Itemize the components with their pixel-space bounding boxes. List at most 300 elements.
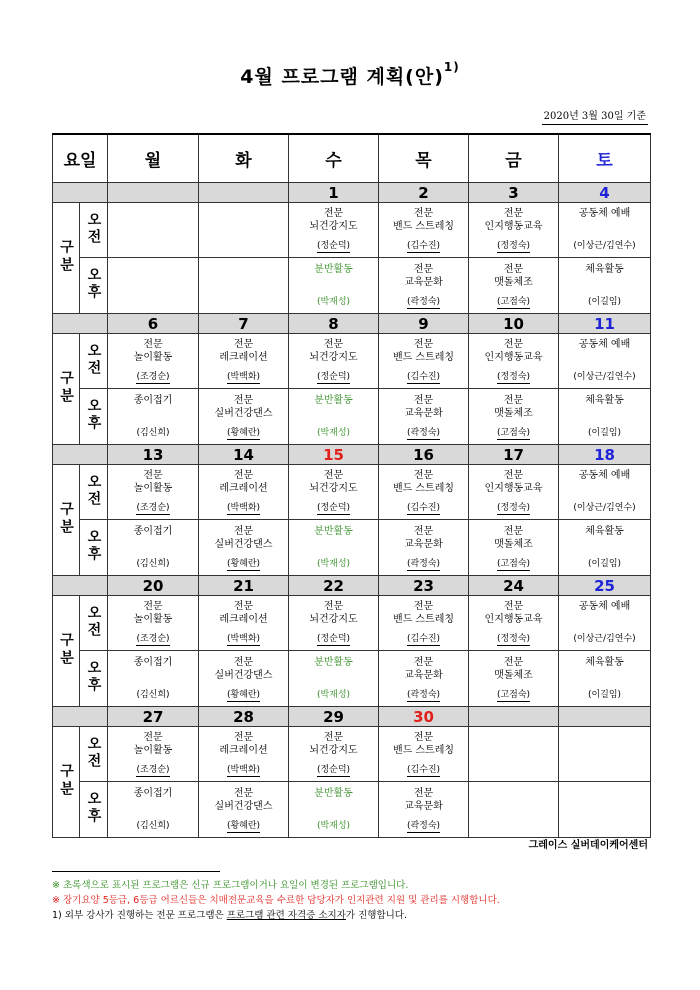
weekday-corner: 요일: [53, 134, 108, 183]
program-entry: [559, 653, 650, 705]
program-cell: [379, 651, 469, 707]
am-label-cell: [80, 203, 108, 258]
program-cell: [108, 782, 199, 838]
date-cell: [469, 707, 559, 727]
date-cell: 3: [469, 183, 559, 203]
weekday-tue: 화: [199, 134, 289, 183]
program-entry: [289, 260, 378, 312]
program-line: 전문: [413, 732, 434, 743]
program-cell: [289, 389, 379, 445]
program-name: [393, 338, 454, 364]
instructor-name: (곽정숙): [406, 820, 441, 831]
date-row-spacer: [53, 314, 108, 334]
date-cell: 1: [289, 183, 379, 203]
date-cell: 24: [469, 576, 559, 596]
program-cell: [199, 651, 289, 707]
program-entry: [108, 728, 198, 780]
group-cell: [53, 727, 80, 838]
program-line: 맷돌체조: [494, 669, 533, 681]
program-line: 전문: [503, 601, 524, 612]
program-entry: [559, 466, 650, 518]
program-cell: [559, 334, 651, 389]
date-row-spacer: [53, 576, 108, 596]
program-line: 전문: [413, 208, 434, 219]
program-name: [219, 731, 267, 757]
program-name: [404, 394, 443, 420]
program-entry: [108, 597, 198, 649]
date-cell: 27: [108, 707, 199, 727]
date-row: [53, 707, 651, 727]
program-cell: [469, 465, 559, 520]
program-name: [215, 787, 273, 813]
program-cell: [199, 465, 289, 520]
program-name: [404, 656, 443, 682]
session-row-am: [53, 465, 651, 520]
program-line: 전문: [143, 732, 163, 743]
program-cell: [289, 727, 379, 782]
pm-label-cell: [80, 258, 108, 314]
instructor-name: (정순덕): [316, 765, 351, 775]
am-label: 오전: [85, 342, 102, 377]
instructor-name: (황혜란): [226, 427, 261, 438]
program-line: 전문: [503, 263, 524, 275]
program-cell: [199, 596, 289, 651]
instructor-name: (곽정숙): [406, 558, 441, 569]
date-cell: 21: [199, 576, 289, 596]
program-cell: [199, 258, 289, 314]
program-entry: [379, 260, 468, 312]
date-cell: 14: [199, 445, 289, 465]
note-green-programs: ※ 초록색으로 표시된 프로그램은 신규 프로그램이거나 요일이 변경된 프로그램입니다.: [52, 880, 409, 891]
am-label-cell: [80, 334, 108, 389]
weekday-sat: 토: [559, 134, 651, 183]
program-line: 전문: [413, 394, 434, 406]
program-entry: [379, 728, 468, 780]
weekday-header-row: [53, 134, 651, 183]
date-cell: 15: [289, 445, 379, 465]
program-line: 분반활동: [314, 656, 353, 668]
program-line: 전문: [233, 339, 254, 350]
program-cell: [108, 465, 199, 520]
date-cell: 25: [559, 576, 651, 596]
program-name: [215, 394, 273, 420]
date-row: [53, 576, 651, 596]
program-name: [309, 207, 357, 233]
group-cell: [53, 465, 80, 576]
program-name: [219, 338, 267, 364]
program-line: 분반활동: [314, 787, 353, 799]
program-entry: [199, 653, 288, 705]
program-name: [134, 338, 173, 364]
date-cell: 7: [199, 314, 289, 334]
date-row: [53, 183, 651, 203]
program-entry: [559, 597, 650, 649]
program-line: 전문: [503, 470, 524, 481]
instructor-name: (김수진): [406, 372, 441, 382]
program-cell: [108, 389, 199, 445]
instructor-name: (박재성): [316, 689, 351, 700]
program-line: 체육활동: [585, 656, 624, 668]
program-line: 맷돌체조: [494, 538, 533, 550]
program-name: [485, 338, 543, 364]
group-cell: [53, 203, 80, 314]
instructor-name: (황혜란): [226, 689, 261, 700]
program-line: 전문: [233, 787, 254, 799]
program-name: [314, 394, 353, 407]
instructor-name: (박백화): [226, 503, 261, 513]
program-cell: [559, 727, 651, 782]
am-label: 오전: [85, 473, 102, 508]
program-name: [494, 525, 533, 551]
instructor-name: (고점숙): [496, 689, 531, 700]
pm-label: 오후: [85, 791, 102, 825]
program-name: [585, 525, 624, 538]
date-cell: 16: [379, 445, 469, 465]
program-line: 전문: [503, 394, 524, 406]
am-label-cell: [80, 465, 108, 520]
program-line: 교육문화: [404, 669, 443, 681]
group-cell: [53, 334, 80, 445]
program-line: 종이접기: [133, 787, 173, 799]
program-entry: [108, 784, 198, 836]
program-line: 인지행동교육: [484, 352, 543, 363]
program-cell: [289, 596, 379, 651]
instructor-name: (조경순): [136, 634, 170, 644]
instructor-name: (김신희): [136, 820, 170, 831]
program-entry: [379, 653, 468, 705]
instructor-name: (김수진): [406, 765, 441, 775]
date-cell: 6: [108, 314, 199, 334]
group-label: 구분: [58, 238, 74, 275]
program-name: [134, 525, 173, 538]
program-entry: [199, 466, 288, 518]
program-line: 교육문화: [404, 538, 443, 550]
program-line: 전문: [143, 470, 163, 481]
note-external-instructors: [52, 908, 652, 923]
program-entry: [289, 335, 378, 387]
pm-label: 오후: [85, 660, 102, 694]
program-entry: [289, 784, 378, 836]
program-line: 뇌건강지도: [309, 745, 358, 756]
group-cell: [53, 596, 80, 707]
date-row: [53, 314, 651, 334]
date-row-spacer: [53, 445, 108, 465]
program-name: [393, 731, 454, 757]
program-entry: [199, 597, 288, 649]
program-line: 밴드 스트레칭: [392, 483, 455, 494]
program-line: 전문: [413, 470, 434, 481]
program-line: 전문: [143, 339, 163, 350]
organization-name: 그레이스 실버데이케어센터: [528, 840, 648, 851]
instructor-name: (박재성): [316, 427, 351, 438]
program-cell: [469, 258, 559, 314]
instructor-name: (김신희): [136, 427, 170, 438]
program-line: 밴드 스트레칭: [392, 745, 455, 756]
note-dementia-care: ※ 장기요양 5등급, 6등급 어르신들은 치매전문교육을 수료한 담당자가 인지관련 지원 및 관리를 시행합니다.: [52, 895, 500, 906]
date-cell: [108, 183, 199, 203]
date-cell: 30: [379, 707, 469, 727]
program-name: [585, 394, 624, 407]
note3-part-b: 프로그램 관련 자격증 소지자: [226, 910, 346, 921]
instructor-name: (정정숙): [496, 503, 531, 513]
program-cell: [559, 596, 651, 651]
date-row-spacer: [53, 707, 108, 727]
program-entry: [108, 466, 198, 518]
pm-label: 오후: [85, 267, 102, 301]
date-row: [53, 445, 651, 465]
weekday-wed: 수: [289, 134, 379, 183]
group-label: 구분: [58, 500, 74, 537]
program-name: [309, 338, 357, 364]
program-name: [393, 600, 454, 626]
program-line: 체육활동: [585, 525, 624, 537]
program-line: 전문: [323, 208, 344, 219]
program-cell: [379, 389, 469, 445]
program-line: 뇌건강지도: [309, 614, 358, 625]
program-line: 전문: [143, 601, 163, 612]
program-name: [314, 656, 353, 669]
program-entry: [199, 522, 288, 574]
program-line: 레크레이션: [219, 483, 268, 494]
program-name: [404, 263, 443, 289]
program-name: [404, 787, 443, 813]
program-name: [494, 394, 533, 420]
program-cell: [559, 782, 651, 838]
program-name: [485, 469, 543, 495]
session-row-am: [53, 596, 651, 651]
instructor-name: (조경순): [136, 503, 170, 513]
program-cell: [469, 334, 559, 389]
program-line: 전문: [503, 656, 524, 668]
program-cell: [379, 727, 469, 782]
program-line: 밴드 스트레칭: [392, 614, 455, 625]
date-cell: 8: [289, 314, 379, 334]
instructor-name: (박재성): [316, 558, 351, 569]
program-cell: [108, 258, 199, 314]
program-line: 전문: [233, 601, 254, 612]
program-entry: [469, 653, 558, 705]
program-entry: [559, 335, 650, 387]
instructor-name: (이상근/김연수): [573, 241, 636, 251]
program-line: 레크레이션: [219, 745, 268, 756]
am-label: 오전: [85, 735, 102, 770]
program-cell: [469, 651, 559, 707]
group-label: 구분: [58, 762, 74, 799]
am-label: 오전: [85, 604, 102, 639]
program-line: 전문: [233, 470, 254, 481]
program-line: 공동체 예배: [578, 208, 631, 219]
program-cell: [379, 258, 469, 314]
instructor-name: (이길임): [587, 689, 622, 700]
program-name: [309, 469, 357, 495]
program-entry: [199, 335, 288, 387]
instructor-name: (황혜란): [226, 820, 261, 831]
program-line: 교육문화: [404, 800, 443, 812]
program-name: [579, 469, 630, 482]
instructor-name: (이상근/김연수): [573, 503, 636, 513]
program-line: 체육활동: [585, 263, 624, 275]
program-entry: [379, 466, 468, 518]
date-cell: 22: [289, 576, 379, 596]
program-cell: [559, 651, 651, 707]
program-cell: [199, 782, 289, 838]
program-cell: [379, 203, 469, 258]
instructor-name: (고점숙): [496, 558, 531, 569]
instructor-name: (정정숙): [496, 372, 531, 382]
note3-part-c: 가 진행합니다.: [345, 910, 407, 921]
program-line: 뇌건강지도: [309, 483, 358, 494]
instructor-name: (박재성): [316, 296, 351, 307]
date-row-spacer: [53, 183, 108, 203]
program-name: [579, 207, 630, 220]
pm-label-cell: [80, 651, 108, 707]
session-row-am: [53, 334, 651, 389]
date-cell: 23: [379, 576, 469, 596]
instructor-name: (박백화): [226, 372, 261, 382]
session-row-am: [53, 203, 651, 258]
group-label: 구분: [58, 631, 74, 668]
instructor-name: (김수진): [406, 634, 441, 644]
session-row-pm: [53, 520, 651, 576]
program-name: [134, 787, 173, 800]
program-line: 실버건강댄스: [214, 669, 273, 681]
date-cell: 2: [379, 183, 469, 203]
program-entry: [379, 597, 468, 649]
program-line: 전문: [413, 339, 434, 350]
instructor-name: (이상근/김연수): [573, 372, 636, 382]
program-cell: [379, 520, 469, 576]
program-entry: [199, 391, 288, 443]
instructor-name: (정순덕): [316, 503, 351, 513]
program-line: 놀이활동: [133, 483, 173, 494]
program-entry: [559, 204, 650, 256]
program-line: 공동체 예배: [578, 339, 631, 350]
session-row-pm: [53, 389, 651, 445]
program-name: [585, 263, 624, 276]
program-line: 실버건강댄스: [214, 800, 273, 812]
date-cell: 10: [469, 314, 559, 334]
am-label-cell: [80, 596, 108, 651]
program-cell: [289, 465, 379, 520]
session-row-pm: [53, 258, 651, 314]
program-line: 종이접기: [133, 656, 173, 668]
program-entry: [379, 391, 468, 443]
program-line: 교육문화: [404, 276, 443, 288]
program-name: [134, 731, 173, 757]
date-basis: 2020년 3월 30일 기준: [542, 106, 648, 125]
program-cell: [108, 727, 199, 782]
program-line: 맷돌체조: [494, 276, 533, 288]
date-cell: 13: [108, 445, 199, 465]
weekday-thu: 목: [379, 134, 469, 183]
program-line: 실버건강댄스: [214, 538, 273, 550]
program-entry: [108, 522, 198, 574]
program-cell: [199, 203, 289, 258]
program-cell: [289, 203, 379, 258]
program-line: 분반활동: [314, 525, 353, 537]
program-line: 전문: [413, 601, 434, 612]
program-cell: [559, 389, 651, 445]
date-cell: [199, 183, 289, 203]
program-cell: [469, 782, 559, 838]
program-entry: [469, 597, 558, 649]
program-name: [314, 525, 353, 538]
program-entry: [469, 391, 558, 443]
instructor-name: (조경순): [136, 372, 170, 382]
program-entry: [469, 466, 558, 518]
program-cell: [108, 203, 199, 258]
program-cell: [289, 782, 379, 838]
note3-part-a: 1) 외부 강사가 진행하는 전문 프로그램은: [52, 910, 227, 921]
instructor-name: (박백화): [226, 765, 261, 775]
program-line: 분반활동: [314, 394, 353, 406]
date-cell: 18: [559, 445, 651, 465]
program-cell: [469, 389, 559, 445]
program-cell: [199, 389, 289, 445]
program-name: [485, 207, 543, 233]
program-name: [393, 207, 454, 233]
program-name: [215, 656, 273, 682]
program-entry: [289, 728, 378, 780]
instructor-name: (조경순): [136, 765, 170, 775]
program-line: 전문: [233, 656, 254, 668]
program-cell: [108, 596, 199, 651]
program-cell: [559, 258, 651, 314]
instructor-name: (김수진): [406, 503, 441, 513]
program-name: [314, 263, 353, 276]
instructor-name: (정순덕): [316, 241, 351, 251]
program-line: 인지행동교육: [484, 483, 543, 494]
program-name: [215, 525, 273, 551]
program-name: [314, 787, 353, 800]
program-name: [404, 525, 443, 551]
pm-label-cell: [80, 389, 108, 445]
program-entry: [469, 335, 558, 387]
instructor-name: (이길임): [587, 558, 622, 569]
pm-label-cell: [80, 520, 108, 576]
program-name: [485, 600, 543, 626]
date-cell: 17: [469, 445, 559, 465]
program-entry: [108, 391, 198, 443]
program-cell: [559, 465, 651, 520]
program-entry: [289, 522, 378, 574]
program-line: 전문: [233, 732, 254, 743]
program-entry: [469, 260, 558, 312]
program-line: 종이접기: [133, 525, 173, 537]
program-cell: [199, 727, 289, 782]
weekday-mon: 월: [108, 134, 199, 183]
program-line: 인지행동교육: [484, 614, 543, 625]
program-cell: [379, 596, 469, 651]
weekday-fri: 금: [469, 134, 559, 183]
program-line: 전문: [323, 732, 344, 743]
program-name: [585, 656, 624, 669]
title-footnote-marker: 1): [443, 60, 460, 74]
date-cell: 29: [289, 707, 379, 727]
program-line: 밴드 스트레칭: [392, 221, 455, 232]
schedule-table: [52, 133, 651, 838]
program-line: 공동체 예배: [578, 470, 631, 481]
program-line: 전문: [503, 208, 524, 219]
instructor-name: (이상근/김연수): [573, 634, 636, 644]
program-entry: [289, 204, 378, 256]
program-entry: [379, 784, 468, 836]
program-line: 종이접기: [133, 394, 173, 406]
instructor-name: (이길임): [587, 427, 622, 438]
instructor-name: (곽정숙): [406, 689, 441, 700]
program-entry: [559, 260, 650, 312]
program-cell: [199, 334, 289, 389]
